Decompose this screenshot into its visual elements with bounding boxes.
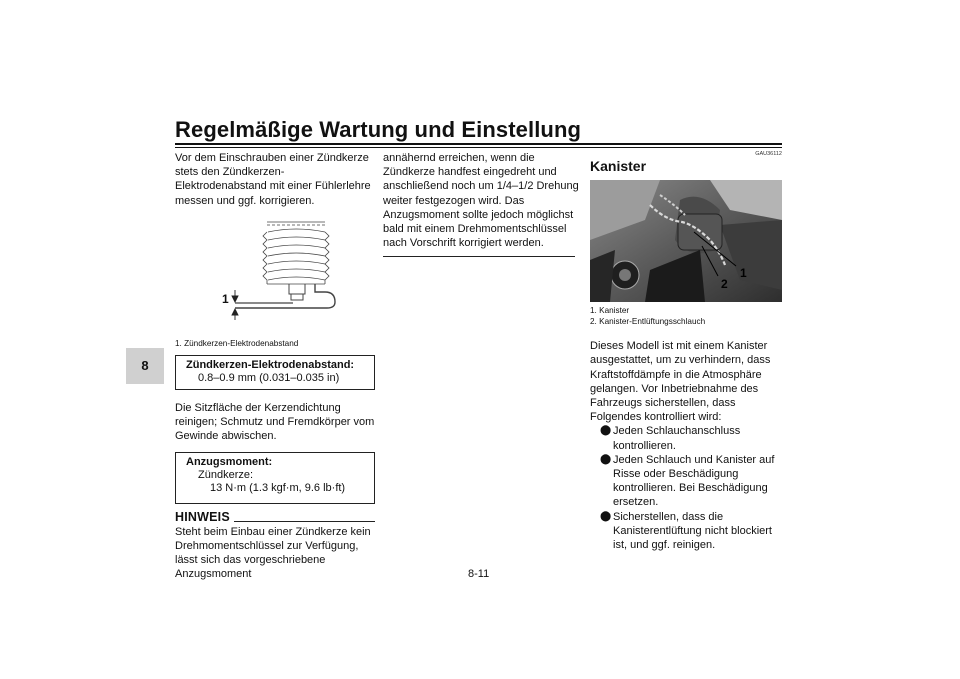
list-item-text: Sicherstellen, dass die Kanisterentlüftung nicht blockiert ist, und ggf. reinigen. xyxy=(613,510,772,552)
torque-spec-value: 13 N·m (1.3 kgf·m, 9.6 lb·ft) xyxy=(210,482,346,495)
list-item-text: Jeden Schlauch und Kanister auf Risse oder Beschädigung kontrollieren. Bei Beschädigung ersetzen. xyxy=(613,453,775,509)
column-left xyxy=(175,151,375,581)
canister-body: Dieses Modell ist mit einem Kanister ausgestattet, um zu verhindern, dass Kraftstoffdämpfe in die Atmosphäre gelangen. Vor Inbetriebnahme des Fahrzeugs sicherstellen, dass Folgendes kontrolliert wird: xyxy=(590,340,771,424)
spark-plug-illustration xyxy=(175,212,375,322)
section-title: Kanister xyxy=(590,158,647,174)
canister-photo-image xyxy=(590,180,782,302)
list-item xyxy=(590,453,782,510)
gap-spec-box xyxy=(175,355,375,390)
intro-paragraph: Vor dem Einschrauben einer Zündkerze stets den Zündkerzen-Elektrodenabstand mit einer Fühlerlehre messen und ggf. korrigieren. xyxy=(175,152,371,207)
column-right xyxy=(590,151,782,552)
photo-callout-2: 2 xyxy=(721,277,728,292)
notice-end-rule xyxy=(383,256,575,257)
hinweis-rule xyxy=(234,521,375,522)
list-item xyxy=(590,424,782,452)
torque-spec-title: Anzugsmoment: xyxy=(186,456,273,469)
list-item-text: Jeden Schlauchanschluss kontrollieren. xyxy=(613,425,741,452)
torque-spec-box xyxy=(175,452,375,504)
hinweis-continuation: annähernd erreichen, wenn die Zündkerze handfest eingedreht und anschließend noch um 1/4–1/2 Drehung weiter festgezogen wird. Das Anzugsmoment sollte jedoch möglichst bald mit einem Drehmomentschlüssel nach Vorschrift korrigiert werden. xyxy=(383,152,579,250)
page-number: 8-11 xyxy=(468,568,490,580)
caption-item: 2. Kanister-Entlüftungsschlauch xyxy=(590,317,706,327)
header-rule-thin xyxy=(175,147,782,148)
header-rule xyxy=(175,143,782,145)
figure-caption: 1. Zündkerzen-Elektrodenabstand xyxy=(175,338,299,348)
figure-callout-1: 1 xyxy=(222,291,229,306)
gap-spec-value: 0.8–0.9 mm (0.031–0.035 in) xyxy=(198,371,340,384)
chapter-tab: 8 xyxy=(126,348,164,384)
photo-captions xyxy=(590,305,782,327)
torque-spec-item: Zündkerze: xyxy=(198,469,254,482)
list-item xyxy=(590,510,782,553)
bullet-icon: ⬤ xyxy=(600,453,612,465)
clean-paragraph: Die Sitzfläche der Kerzendichtung reinigen; Schmutz und Fremdkörper vom Gewinde abwischen. xyxy=(175,401,375,443)
hinweis-heading xyxy=(175,510,375,524)
hinweis-title: HINWEIS xyxy=(175,510,230,525)
caption-item: 1. Kanister xyxy=(590,306,630,316)
hinweis-text: Steht beim Einbau einer Zündkerze kein Drehmomentschlüssel zur Verfügung, lässt sich das vorgeschriebene Anzugsmoment xyxy=(175,525,371,581)
check-list xyxy=(590,424,782,552)
gap-spec-title: Zündkerzen-Elektrodenabstand: xyxy=(186,358,355,371)
canister-photo xyxy=(590,180,782,302)
bullet-icon: ⬤ xyxy=(600,425,612,437)
bullet-icon: ⬤ xyxy=(600,510,612,522)
column-middle xyxy=(383,151,579,257)
spark-plug-figure xyxy=(175,212,375,322)
photo-callout-1: 1 xyxy=(740,266,747,281)
section-code: GAU36112 xyxy=(755,151,782,157)
page-title: Regelmäßige Wartung und Einstellung xyxy=(175,117,582,142)
